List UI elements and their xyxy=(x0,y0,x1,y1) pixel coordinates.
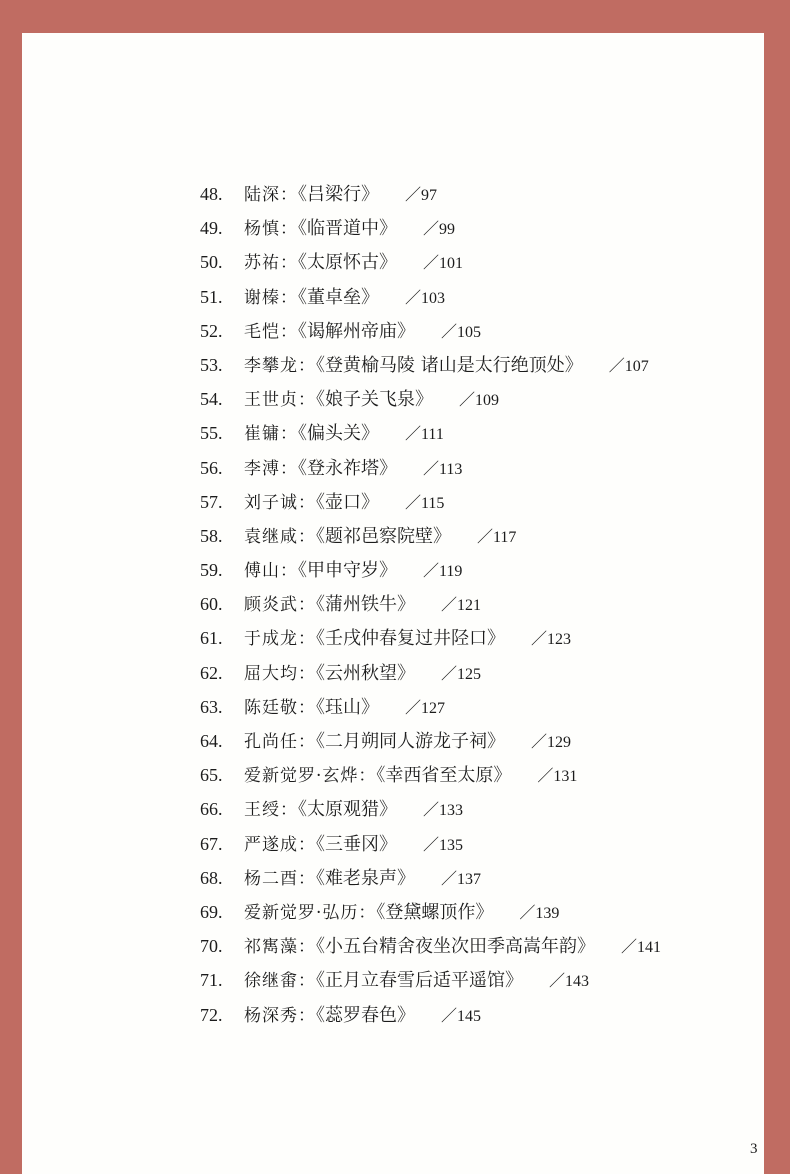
entry-page: ／99 xyxy=(423,221,456,239)
entry-number: 66. xyxy=(200,799,223,820)
entry-page: ／111 xyxy=(405,426,444,444)
toc-entry xyxy=(200,451,760,485)
entry-title: 《登永祚塔》 xyxy=(298,457,397,479)
entry-page: ／123 xyxy=(531,631,572,649)
entry-title: 《蒲州铁牛》 xyxy=(316,594,415,616)
entry-title: 《登黛螺顶作》 xyxy=(376,901,494,923)
entry-title: 《登黄榆马陵 诸山是太行绝顶处》 xyxy=(316,354,583,376)
entry-title: 《二月朔同人游龙子祠》 xyxy=(316,731,505,752)
entry-number: 68. xyxy=(200,867,223,888)
entry-page: ／103 xyxy=(405,289,446,307)
entry-author: 袁继咸： xyxy=(244,526,316,547)
entry-author: 苏祐： xyxy=(244,253,298,274)
entry-title: 《甲申守岁》 xyxy=(298,560,397,582)
entry-page: ／127 xyxy=(405,699,446,717)
toc-entry xyxy=(200,792,760,826)
book-page xyxy=(22,33,764,1174)
entry-page: ／121 xyxy=(441,597,482,615)
toc-entry xyxy=(200,177,760,211)
entry-number: 63. xyxy=(200,696,223,717)
entry-number: 64. xyxy=(200,731,223,751)
entry-number: 61. xyxy=(200,628,223,649)
entry-title: 《壬戌仲春复过井陉口》 xyxy=(316,628,505,650)
entry-number: 60. xyxy=(200,594,223,615)
entry-page: ／101 xyxy=(423,255,464,273)
entry-author: 傅山： xyxy=(244,561,298,582)
entry-author: 李溥： xyxy=(244,458,298,479)
entry-number: 54. xyxy=(200,389,223,410)
toc-entry xyxy=(200,621,760,655)
entry-author: 陈廷敬： xyxy=(244,697,316,718)
entry-page: ／107 xyxy=(608,357,649,375)
entry-title: 《题祁邑察院壁》 xyxy=(316,525,451,547)
toc-entry xyxy=(200,553,760,587)
toc-entry xyxy=(200,587,760,621)
entry-page: ／119 xyxy=(423,563,463,581)
entry-page: ／113 xyxy=(423,460,463,478)
entry-number: 53. xyxy=(200,354,223,375)
toc-entry xyxy=(200,895,760,929)
entry-page: ／97 xyxy=(405,187,438,204)
page-number: 3 xyxy=(750,1141,758,1157)
entry-title: 《吕梁行》 xyxy=(298,184,379,205)
entry-page: ／143 xyxy=(549,973,590,991)
entry-author: 崔镛： xyxy=(244,424,298,445)
entry-number: 52. xyxy=(200,320,223,341)
entry-number: 69. xyxy=(200,901,223,922)
toc-entry xyxy=(200,861,760,895)
entry-page: ／135 xyxy=(423,836,464,854)
entry-title: 《幸西省至太原》 xyxy=(376,765,512,787)
entry-page: ／105 xyxy=(441,323,482,341)
entry-title: 《珏山》 xyxy=(316,696,379,718)
entry-number: 71. xyxy=(200,970,223,991)
entry-title: 《蕊罗春色》 xyxy=(316,1004,415,1026)
entry-title: 《难老泉声》 xyxy=(316,867,415,889)
entry-title: 《娘子关飞泉》 xyxy=(316,389,433,411)
entry-title: 《谒解州帝庙》 xyxy=(298,320,415,342)
entry-number: 58. xyxy=(200,525,223,546)
entry-title: 《董卓垒》 xyxy=(298,286,379,308)
entry-author: 谢榛： xyxy=(244,287,298,308)
entry-author: 王绶： xyxy=(244,800,298,821)
toc-entry xyxy=(200,314,760,348)
entry-number: 50. xyxy=(200,252,223,273)
entry-author: 陆深： xyxy=(244,185,298,205)
toc-entry xyxy=(200,382,760,416)
entry-number: 48. xyxy=(200,184,223,204)
entry-author: 毛恺： xyxy=(244,321,298,342)
toc-entry xyxy=(200,416,760,450)
entry-author: 爱新觉罗·玄烨： xyxy=(244,766,377,787)
entry-author: 祁寯藻： xyxy=(244,937,316,958)
entry-title: 《云州秋望》 xyxy=(316,662,415,684)
entry-number: 67. xyxy=(200,833,223,854)
entry-page: ／139 xyxy=(519,904,560,922)
toc-entry xyxy=(200,690,760,724)
entry-page: ／145 xyxy=(441,1007,482,1025)
entry-title: 《偏头关》 xyxy=(298,423,379,445)
entry-author: 李攀龙： xyxy=(244,355,316,376)
entry-author: 屈大均： xyxy=(244,663,316,684)
entry-page: ／129 xyxy=(531,734,572,751)
toc-entry xyxy=(200,485,760,519)
entry-page: ／117 xyxy=(477,528,517,546)
entry-number: 62. xyxy=(200,662,223,683)
entry-author: 爱新觉罗·弘历： xyxy=(244,902,377,923)
entry-title: 《太原观猎》 xyxy=(298,799,397,821)
entry-page: ／137 xyxy=(441,870,482,888)
entry-page: ／131 xyxy=(537,768,578,786)
entry-title: 《太原怀古》 xyxy=(298,252,397,274)
entry-page: ／115 xyxy=(405,494,445,512)
toc-entry xyxy=(200,724,760,758)
toc-entry xyxy=(200,348,760,382)
entry-author: 严遂成： xyxy=(244,834,316,855)
entry-number: 55. xyxy=(200,423,223,444)
toc-entry xyxy=(200,963,760,997)
entry-title: 《三垂冈》 xyxy=(316,833,397,855)
entry-author: 杨慎： xyxy=(244,219,298,240)
toc-entry xyxy=(200,758,760,792)
toc-entry xyxy=(200,245,760,279)
entry-title: 《正月立春雪后适平遥馆》 xyxy=(316,970,523,992)
entry-title: 《小五台精舍夜坐次田季高嵩年韵》 xyxy=(316,936,595,958)
toc-entry xyxy=(200,827,760,861)
entry-title: 《临晋道中》 xyxy=(298,218,397,240)
entry-page: ／125 xyxy=(441,665,482,683)
entry-page: ／141 xyxy=(621,939,662,957)
entry-page: ／133 xyxy=(423,802,464,820)
entry-author: 王世贞： xyxy=(244,390,316,411)
entry-page: ／109 xyxy=(459,392,500,410)
entry-author: 杨深秀： xyxy=(244,1005,316,1026)
entry-number: 59. xyxy=(200,560,223,581)
entry-title: 《壶口》 xyxy=(316,491,379,513)
entry-author: 孔尚任： xyxy=(244,732,316,752)
entry-author: 于成龙： xyxy=(244,629,316,650)
entry-number: 65. xyxy=(200,765,223,786)
entry-number: 70. xyxy=(200,936,223,957)
toc-entry xyxy=(200,211,760,245)
toc-entry xyxy=(200,519,760,553)
entry-number: 57. xyxy=(200,491,223,512)
entry-author: 顾炎武： xyxy=(244,595,316,616)
toc-entry xyxy=(200,656,760,690)
entry-author: 刘子诚： xyxy=(244,492,316,513)
entry-number: 49. xyxy=(200,218,223,239)
toc-entry xyxy=(200,998,760,1032)
entry-number: 56. xyxy=(200,457,223,478)
entry-author: 杨二酉： xyxy=(244,868,316,889)
toc-entry xyxy=(200,929,760,963)
entry-number: 51. xyxy=(200,286,223,307)
toc-entry xyxy=(200,280,760,314)
entry-number: 72. xyxy=(200,1004,223,1025)
entry-author: 徐继畬： xyxy=(244,971,316,992)
table-of-contents xyxy=(200,177,760,1032)
